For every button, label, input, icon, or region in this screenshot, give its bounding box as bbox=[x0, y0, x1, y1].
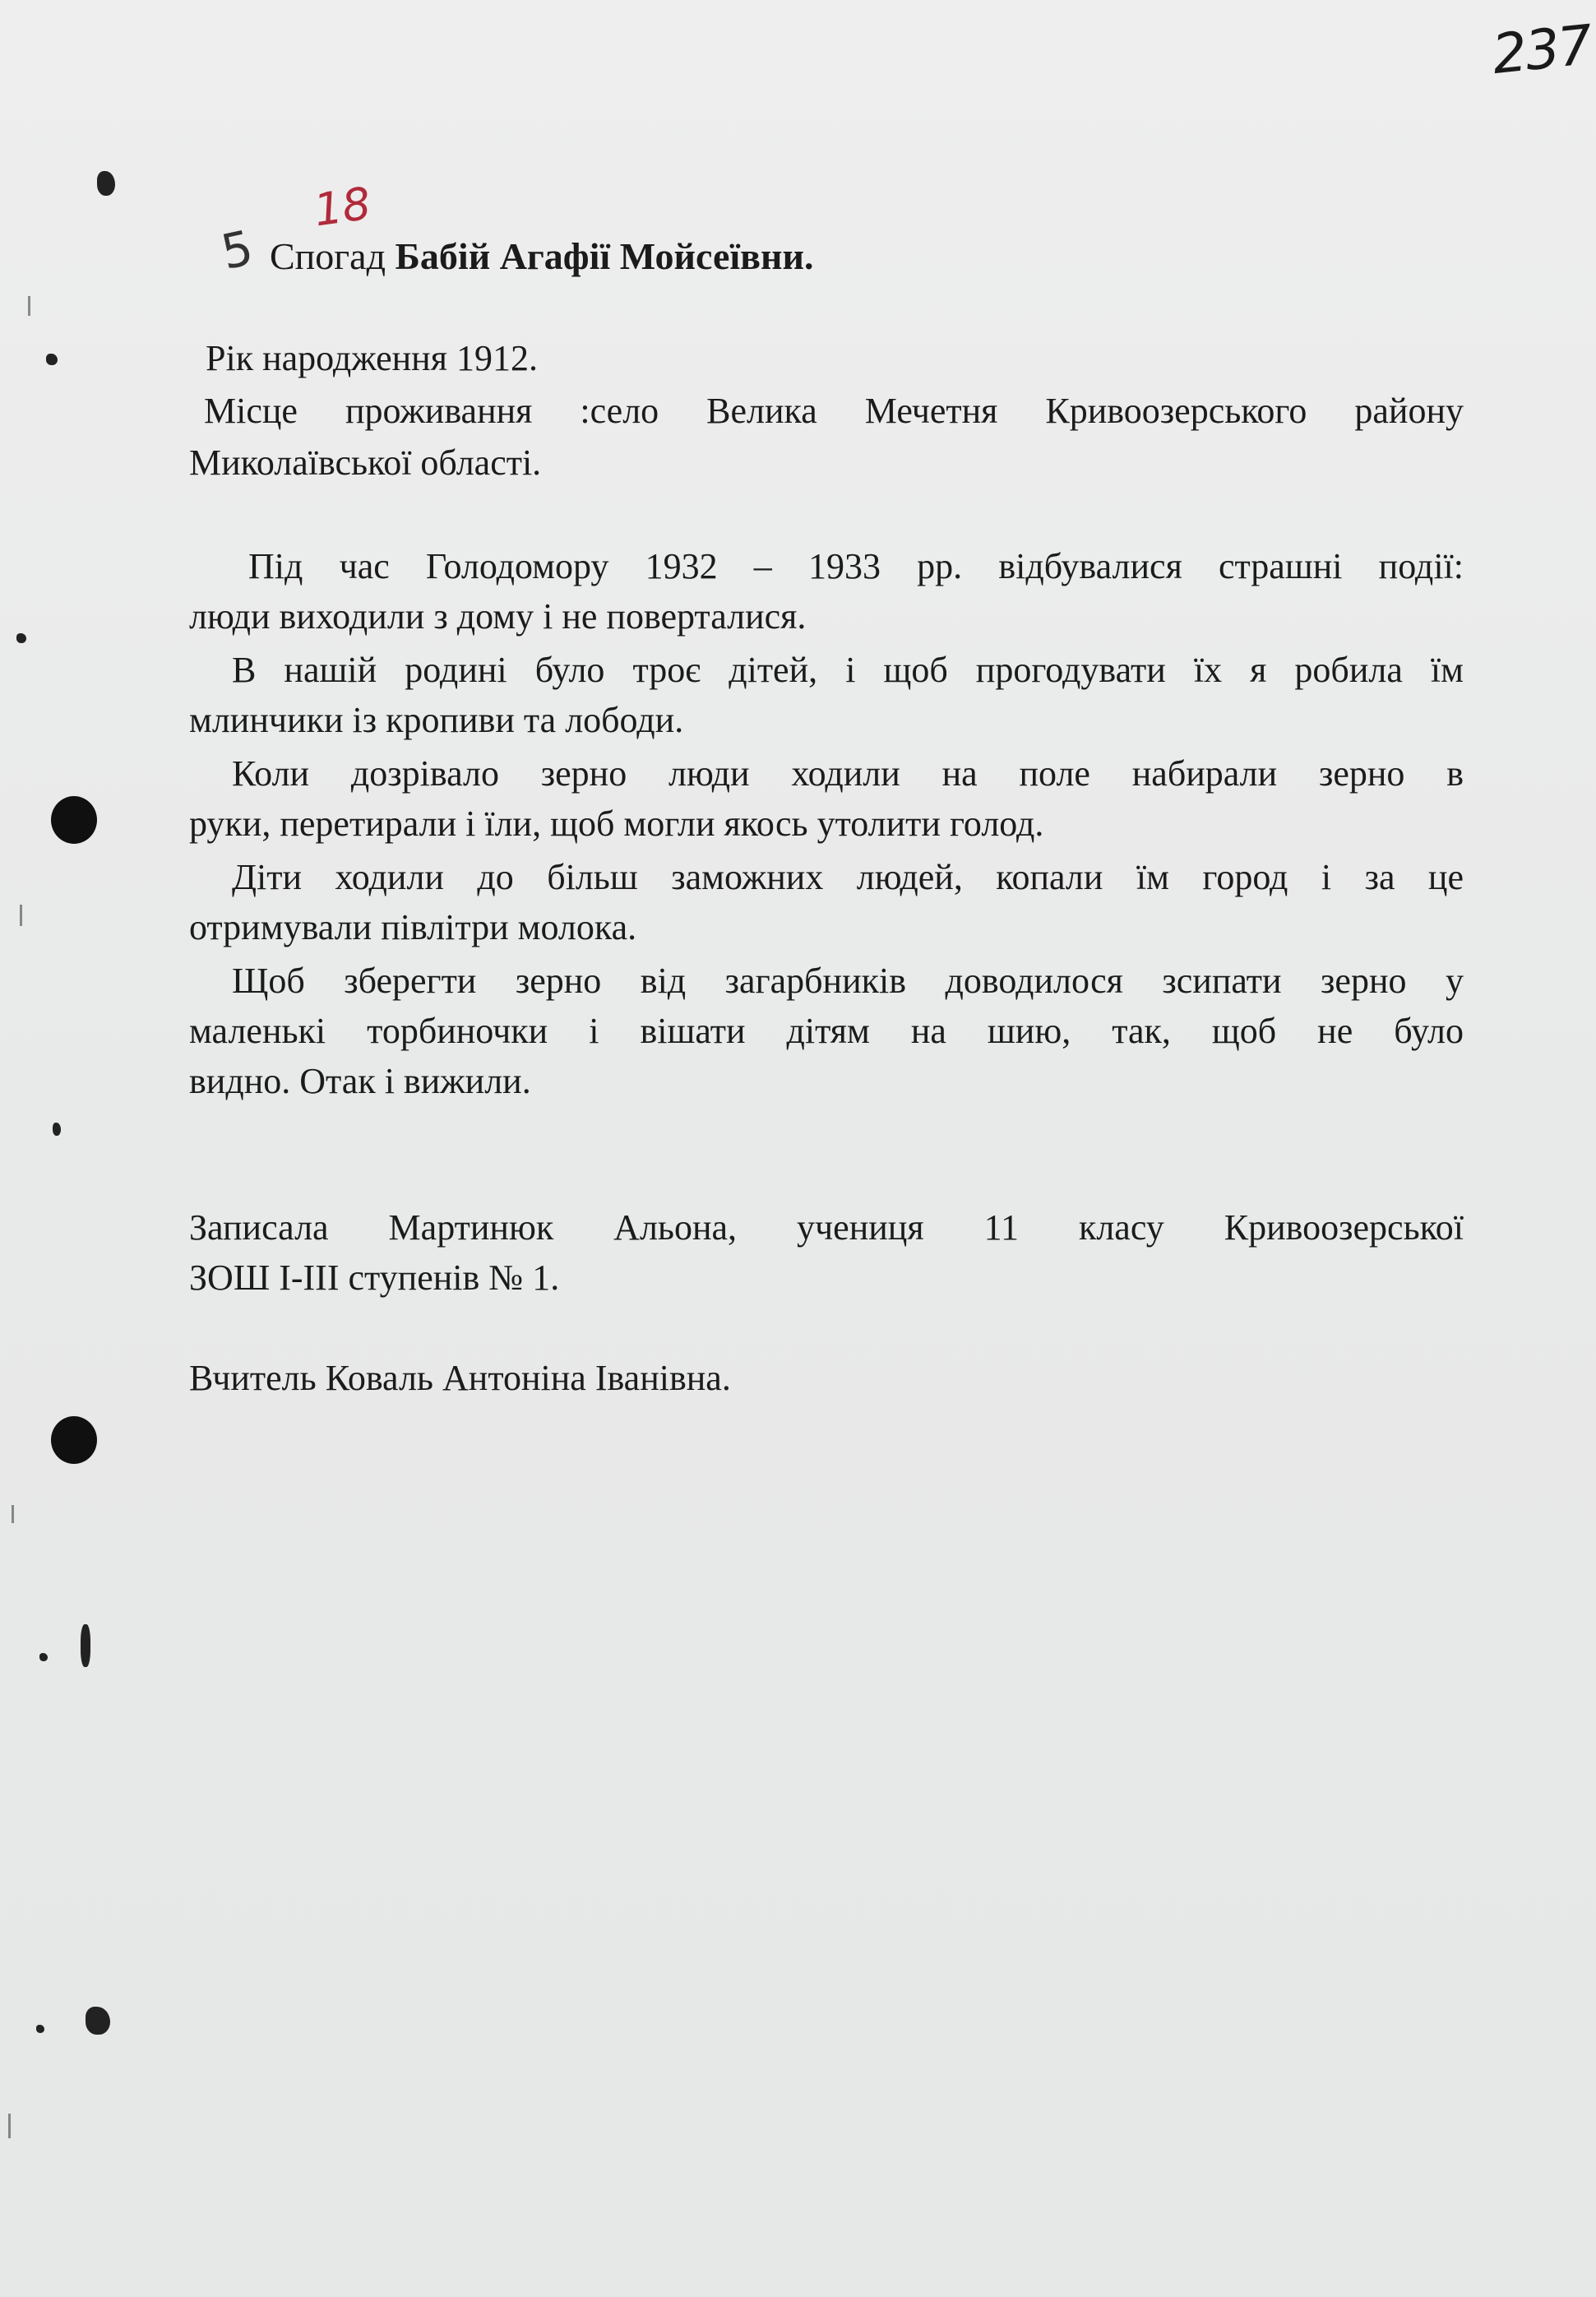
body-line: руки, перетирали і їли, щоб могли якось утолити голод. bbox=[189, 803, 1044, 844]
residence-line-1: Місце проживання :село Велика Мечетня Кривоозерського району bbox=[204, 391, 1464, 431]
paper-speck bbox=[46, 354, 58, 365]
body-line: млинчики із кропиви та лободи. bbox=[189, 700, 684, 740]
paper-speck bbox=[97, 171, 115, 196]
birth-year: Рік народження 1912. bbox=[206, 338, 538, 378]
body-line: маленькі торбиночки і вішати дітям на шию, так, щоб не було bbox=[189, 1011, 1464, 1051]
document-title bbox=[270, 234, 814, 278]
recorder-line-1: Записала Мартинюк Альона, учениця 11 класу Кривоозерської bbox=[189, 1207, 1464, 1248]
body-line: отримували півлітри молока. bbox=[189, 907, 637, 947]
binder-hole bbox=[51, 1416, 97, 1464]
handwritten-mark: 5 bbox=[216, 219, 258, 281]
body-line: Під час Голодомору 1932 – 1933 рр. відбувалися страшні події: bbox=[248, 546, 1464, 586]
recorder-block bbox=[189, 1202, 1464, 1303]
paper-speck bbox=[39, 1653, 48, 1661]
info-block bbox=[189, 333, 1464, 488]
paper-mark bbox=[12, 1505, 14, 1523]
archive-page-number: 237 bbox=[1489, 12, 1594, 87]
body-line: люди виходили з дому і не поверталися. bbox=[189, 596, 807, 637]
red-handwritten-number: 18 bbox=[310, 177, 374, 237]
body-line: видно. Отак і вижили. bbox=[189, 1061, 531, 1101]
teacher-block bbox=[189, 1353, 1464, 1403]
paper-mark bbox=[20, 905, 22, 926]
body-line: Коли дозрівало зерно люди ходили на поле набирали зерно в bbox=[232, 753, 1464, 794]
paper-speck bbox=[86, 2007, 110, 2035]
body-line: Щоб зберегти зерно від загарбників доводилося зсипати зерно у bbox=[232, 961, 1464, 1001]
teacher-line: Вчитель Коваль Антоніна Іванівна. bbox=[189, 1358, 731, 1398]
paper-speck bbox=[36, 2025, 44, 2033]
title-prefix: Спогад bbox=[270, 235, 396, 277]
residence-line-2: Миколаївської області. bbox=[189, 442, 542, 483]
paper-mark bbox=[28, 296, 30, 316]
paper-speck bbox=[53, 1123, 61, 1136]
paper-speck bbox=[81, 1624, 90, 1667]
paper-mark bbox=[8, 2114, 11, 2138]
body-line: В нашій родині було троє дітей, і щоб прогодувати їх я робила їм bbox=[232, 650, 1464, 690]
recorder-line-2: ЗОШ І-ІІІ ступенів № 1. bbox=[189, 1257, 560, 1298]
binder-hole bbox=[51, 796, 97, 844]
body-line: Діти ходили до більш заможних людей, копали їм город і за це bbox=[232, 857, 1464, 897]
paper-speck bbox=[16, 633, 26, 643]
title-name: Бабій Агафії Мойсеївни. bbox=[395, 235, 814, 277]
testimony-body bbox=[189, 541, 1464, 1106]
